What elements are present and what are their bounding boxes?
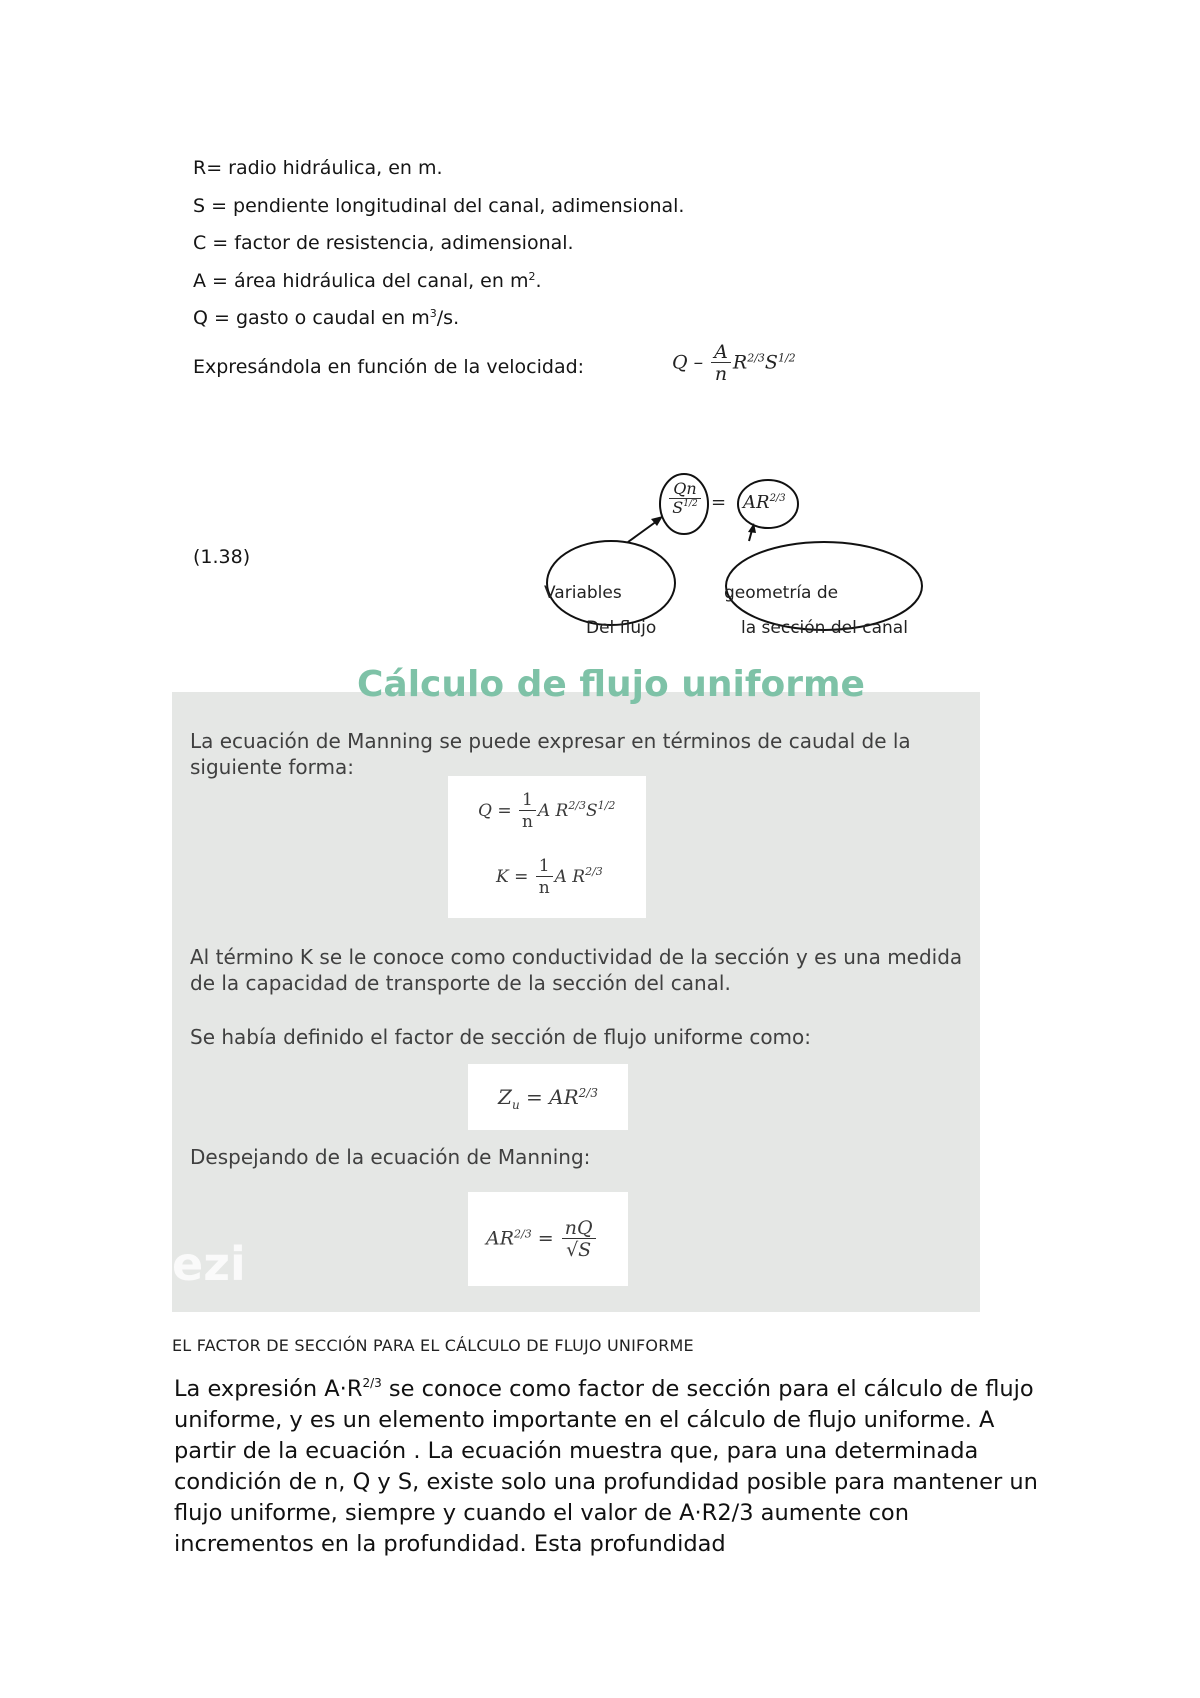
section-heading: EL FACTOR DE SECCIÓN PARA EL CÁLCULO DE FLUJO UNIFORME <box>172 1336 694 1355</box>
diagram-equals: = <box>711 492 727 513</box>
flow-variables-label-1: Variables <box>544 583 622 603</box>
manning-slide-image <box>172 664 980 1312</box>
discharge-equation: Q = $\frac{1}{n}$ A $R^{2/3}S^{1/2}$ <box>478 790 616 832</box>
slide-section-factor-intro: Se había definido el factor de sección de flujo uniforme como: <box>190 1025 812 1049</box>
prezi-watermark: ezi <box>172 1237 246 1291</box>
definition-s: S = pendiente longitudinal del canal, adimensional. <box>193 194 685 217</box>
definition-r: R= radio hidráulica, en m. <box>193 157 443 179</box>
section-factor-equation-box: $Z_u = AR^{2/3}$ <box>468 1064 628 1130</box>
body-paragraph: La expresión $A\cdot R^{2/3}$ se conoce como factor de sección para el cálculo de flujo uniforme, y es un elemento importante en el cálculo de flujo uniforme. A partir de la ecuación . La ecuación muestra que, para una determinada condición de n, Q y S, existe solo una profundidad posible para mantener un flujo uniforme, siempre y cuando el valor de A·R2/3 aumente con incrementos en la profundidad. Esta profundidad <box>174 1376 1038 1557</box>
slide-conveyance-text: Al término K se le conoce como conductividad de la sección y es una medida de la capacidad de transporte de la sección del canal. <box>190 945 963 995</box>
manning-equations-box <box>448 776 646 918</box>
velocity-equation: Q – $\frac{A}{n}$ $R^{2/3}S^{1/2}$ <box>672 341 796 385</box>
definition-a: A = área hidráulica del canal, en $m^2$. <box>193 269 542 292</box>
section-geometry-label-1: geometría de <box>724 583 839 603</box>
equation-number: (1.38) <box>193 546 251 568</box>
slide-intro-text: La ecuación de Manning se puede expresar en términos de caudal de la siguiente forma: <box>190 729 911 779</box>
section-factor-diagram <box>530 470 950 650</box>
geometry-term: $AR^{2/3}$ <box>743 492 786 513</box>
slide-heading: Cálculo de flujo uniforme <box>357 664 865 705</box>
conveyance-equation: K = $\frac{1}{n}$ A $R^{2/3}$ <box>496 856 603 898</box>
definition-q: Q = gasto o caudal en $m^3/s$. <box>193 307 460 329</box>
flow-term: Qn $S^{1/2}$ <box>669 480 701 517</box>
velocity-expression-label: Expresándola en función de la velocidad: <box>193 356 585 378</box>
definition-c: C = factor de resistencia, adimensional. <box>193 232 574 254</box>
slide-manning-solve-text: Despejando de la ecuación de Manning: <box>190 1145 591 1169</box>
flow-arrow <box>628 521 657 542</box>
flow-variables-label-2: Del flujo <box>586 618 657 638</box>
solved-manning-equation-box: $AR^{2/3}$ = $\frac{nQ}{√S}$ <box>468 1192 628 1286</box>
definitions-list <box>193 150 684 338</box>
section-geometry-label-2: la sección del canal <box>741 618 908 638</box>
